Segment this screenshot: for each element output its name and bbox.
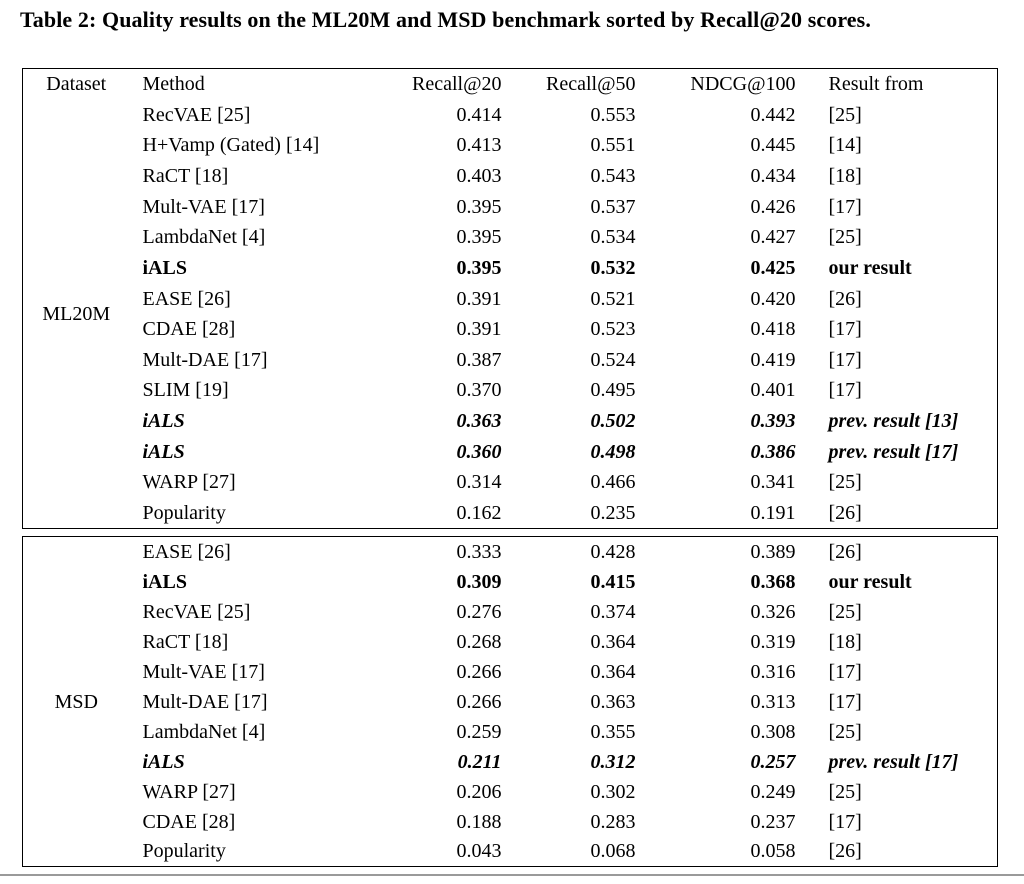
recall50-cell: 0.363 xyxy=(590,690,636,713)
source-cell: [18] xyxy=(828,165,862,188)
table-row xyxy=(23,597,998,627)
table-row xyxy=(23,467,998,498)
recall20-cell: 0.206 xyxy=(456,780,502,803)
recall50-cell: 0.415 xyxy=(590,570,636,593)
source-cell: [26] xyxy=(828,540,862,563)
source-cell: [17] xyxy=(828,810,862,833)
source-cell: [17] xyxy=(828,660,862,683)
ndcg100-cell: 0.434 xyxy=(750,165,796,188)
source-cell: [25] xyxy=(828,103,862,126)
recall20-cell: 0.266 xyxy=(456,690,502,713)
ndcg100-cell: 0.257 xyxy=(750,750,796,773)
source-cell: [17] xyxy=(828,379,862,402)
method-cell: WARP [27] xyxy=(142,471,236,494)
method-cell: Mult-VAE [17] xyxy=(142,660,265,683)
source-cell: [25] xyxy=(828,780,862,803)
recall20-cell: 0.413 xyxy=(456,134,502,157)
recall50-cell: 0.534 xyxy=(590,226,636,249)
table-row xyxy=(23,191,998,222)
source-cell: our result xyxy=(828,570,912,593)
table-row xyxy=(23,537,998,567)
method-cell: iALS xyxy=(142,570,187,593)
header-row xyxy=(23,69,998,100)
recall20-cell: 0.387 xyxy=(456,348,502,371)
ndcg100-cell: 0.368 xyxy=(750,570,796,593)
recall20-cell: 0.188 xyxy=(456,810,502,833)
recall20-cell: 0.162 xyxy=(456,501,502,524)
recall50-cell: 0.537 xyxy=(590,195,636,218)
method-cell: LambdaNet [4] xyxy=(142,720,266,743)
source-cell: [26] xyxy=(828,840,862,863)
table-row xyxy=(23,253,998,284)
recall20-cell: 0.268 xyxy=(456,630,502,653)
recall50-cell: 0.523 xyxy=(590,318,636,341)
method-cell: SLIM [19] xyxy=(142,379,229,402)
table-row xyxy=(23,837,998,867)
method-cell: RaCT [18] xyxy=(142,630,229,653)
recall20-cell: 0.370 xyxy=(456,379,502,402)
method-cell: RecVAE [25] xyxy=(142,103,251,126)
method-cell: Mult-VAE [17] xyxy=(142,195,265,218)
header-result-from: Result from xyxy=(828,73,924,96)
table-row xyxy=(23,345,998,376)
ndcg100-cell: 0.237 xyxy=(750,810,796,833)
table-caption: Table 2: Quality results on the ML20M and MSD benchmark sorted by Recall@20 scores. xyxy=(20,7,871,32)
results-table-msd xyxy=(22,536,998,867)
ndcg100-cell: 0.308 xyxy=(750,720,796,743)
source-cell: [17] xyxy=(828,195,862,218)
method-cell: WARP [27] xyxy=(142,780,236,803)
table-row xyxy=(23,375,998,406)
recall20-cell: 0.414 xyxy=(456,103,502,126)
recall20-cell: 0.333 xyxy=(456,540,502,563)
recall20-cell: 0.403 xyxy=(456,165,502,188)
method-cell: EASE [26] xyxy=(142,540,231,563)
table-row xyxy=(23,498,998,529)
recall50-cell: 0.532 xyxy=(590,256,636,279)
header-dataset: Dataset xyxy=(46,73,107,96)
table-row xyxy=(23,777,998,807)
recall50-cell: 0.521 xyxy=(590,287,636,310)
recall50-cell: 0.428 xyxy=(590,540,636,563)
recall50-cell: 0.364 xyxy=(590,660,636,683)
ndcg100-cell: 0.427 xyxy=(750,226,796,249)
recall50-cell: 0.355 xyxy=(590,720,636,743)
recall20-cell: 0.043 xyxy=(456,840,502,863)
ndcg100-cell: 0.386 xyxy=(750,440,796,463)
recall20-cell: 0.309 xyxy=(456,570,502,593)
method-cell: Mult-DAE [17] xyxy=(142,348,268,371)
recall20-cell: 0.211 xyxy=(457,750,502,773)
ndcg100-cell: 0.393 xyxy=(750,410,796,433)
source-cell: prev. result [13] xyxy=(828,410,959,433)
ndcg100-cell: 0.191 xyxy=(750,501,796,524)
source-cell: [25] xyxy=(828,600,862,623)
page-bottom-rule xyxy=(0,874,1024,876)
ndcg100-cell: 0.058 xyxy=(750,840,796,863)
method-cell: H+Vamp (Gated) [14] xyxy=(142,134,320,157)
recall50-cell: 0.364 xyxy=(590,630,636,653)
dataset-label: MSD xyxy=(54,690,98,713)
method-cell: Popularity xyxy=(142,840,226,863)
table-row xyxy=(23,747,998,777)
ndcg100-cell: 0.401 xyxy=(750,379,796,402)
ndcg100-cell: 0.326 xyxy=(750,600,796,623)
source-cell: [18] xyxy=(828,630,862,653)
recall50-cell: 0.235 xyxy=(590,501,636,524)
table-row xyxy=(23,567,998,597)
recall20-cell: 0.276 xyxy=(456,600,502,623)
method-cell: iALS xyxy=(142,410,185,433)
ndcg100-cell: 0.442 xyxy=(750,103,796,126)
recall50-cell: 0.302 xyxy=(590,780,636,803)
method-cell: RaCT [18] xyxy=(142,165,229,188)
method-cell: RecVAE [25] xyxy=(142,600,251,623)
recall50-cell: 0.495 xyxy=(590,379,636,402)
ndcg100-cell: 0.249 xyxy=(750,780,796,803)
recall50-cell: 0.502 xyxy=(590,410,636,433)
table-row xyxy=(23,283,998,314)
dataset-label: ML20M xyxy=(42,302,111,325)
recall20-cell: 0.314 xyxy=(456,471,502,494)
method-cell: LambdaNet [4] xyxy=(142,226,266,249)
table-row xyxy=(23,627,998,657)
recall20-cell: 0.391 xyxy=(456,318,502,341)
recall20-cell: 0.363 xyxy=(456,410,502,433)
ndcg100-cell: 0.420 xyxy=(750,287,796,310)
source-cell: [17] xyxy=(828,318,862,341)
table-row xyxy=(23,406,998,437)
recall50-cell: 0.543 xyxy=(590,165,636,188)
recall50-cell: 0.551 xyxy=(590,134,636,157)
ndcg100-cell: 0.425 xyxy=(750,256,796,279)
ndcg100-cell: 0.313 xyxy=(750,690,796,713)
recall50-cell: 0.466 xyxy=(590,471,636,494)
ndcg100-cell: 0.445 xyxy=(750,134,796,157)
source-cell: our result xyxy=(828,256,912,279)
header-method: Method xyxy=(142,73,205,96)
table-row xyxy=(23,130,998,161)
table-row xyxy=(23,161,998,192)
source-cell: [25] xyxy=(828,226,862,249)
recall50-cell: 0.498 xyxy=(590,440,636,463)
ndcg100-cell: 0.341 xyxy=(750,471,796,494)
table-row xyxy=(23,222,998,253)
recall20-cell: 0.395 xyxy=(456,256,502,279)
source-cell: [14] xyxy=(828,134,862,157)
recall20-cell: 0.266 xyxy=(456,660,502,683)
ndcg100-cell: 0.319 xyxy=(750,630,796,653)
source-cell: [26] xyxy=(828,287,862,310)
method-cell: CDAE [28] xyxy=(142,810,236,833)
table-row xyxy=(23,100,998,131)
method-cell: iALS xyxy=(142,750,185,773)
source-cell: prev. result [17] xyxy=(828,750,959,773)
method-cell: Popularity xyxy=(142,501,226,524)
table-row xyxy=(23,807,998,837)
header-recall20: Recall@20 xyxy=(411,73,502,96)
table-row xyxy=(23,314,998,345)
source-cell: [17] xyxy=(828,348,862,371)
recall20-cell: 0.395 xyxy=(456,226,502,249)
recall20-cell: 0.259 xyxy=(456,720,502,743)
table-row xyxy=(23,657,998,687)
source-cell: prev. result [17] xyxy=(828,440,959,463)
method-cell: iALS xyxy=(142,256,187,279)
recall20-cell: 0.360 xyxy=(456,440,502,463)
table-row xyxy=(23,687,998,717)
ndcg100-cell: 0.419 xyxy=(750,348,796,371)
recall50-cell: 0.524 xyxy=(590,348,636,371)
recall50-cell: 0.068 xyxy=(590,840,636,863)
source-cell: [25] xyxy=(828,471,862,494)
source-cell: [25] xyxy=(828,720,862,743)
recall20-cell: 0.391 xyxy=(456,287,502,310)
method-cell: CDAE [28] xyxy=(142,318,236,341)
ndcg100-cell: 0.389 xyxy=(750,540,796,563)
source-cell: [26] xyxy=(828,501,862,524)
table-row xyxy=(23,717,998,747)
recall50-cell: 0.553 xyxy=(590,103,636,126)
recall50-cell: 0.312 xyxy=(590,750,636,773)
results-table-ml20m xyxy=(22,68,998,529)
table-row xyxy=(23,436,998,467)
source-cell: [17] xyxy=(828,690,862,713)
ndcg100-cell: 0.418 xyxy=(750,318,796,341)
recall50-cell: 0.374 xyxy=(590,600,636,623)
method-cell: EASE [26] xyxy=(142,287,231,310)
ndcg100-cell: 0.426 xyxy=(750,195,796,218)
recall50-cell: 0.283 xyxy=(590,810,636,833)
method-cell: Mult-DAE [17] xyxy=(142,690,268,713)
header-ndcg100: NDCG@100 xyxy=(690,73,796,96)
recall20-cell: 0.395 xyxy=(456,195,502,218)
header-recall50: Recall@50 xyxy=(545,73,636,96)
ndcg100-cell: 0.316 xyxy=(750,660,796,683)
method-cell: iALS xyxy=(142,440,185,463)
